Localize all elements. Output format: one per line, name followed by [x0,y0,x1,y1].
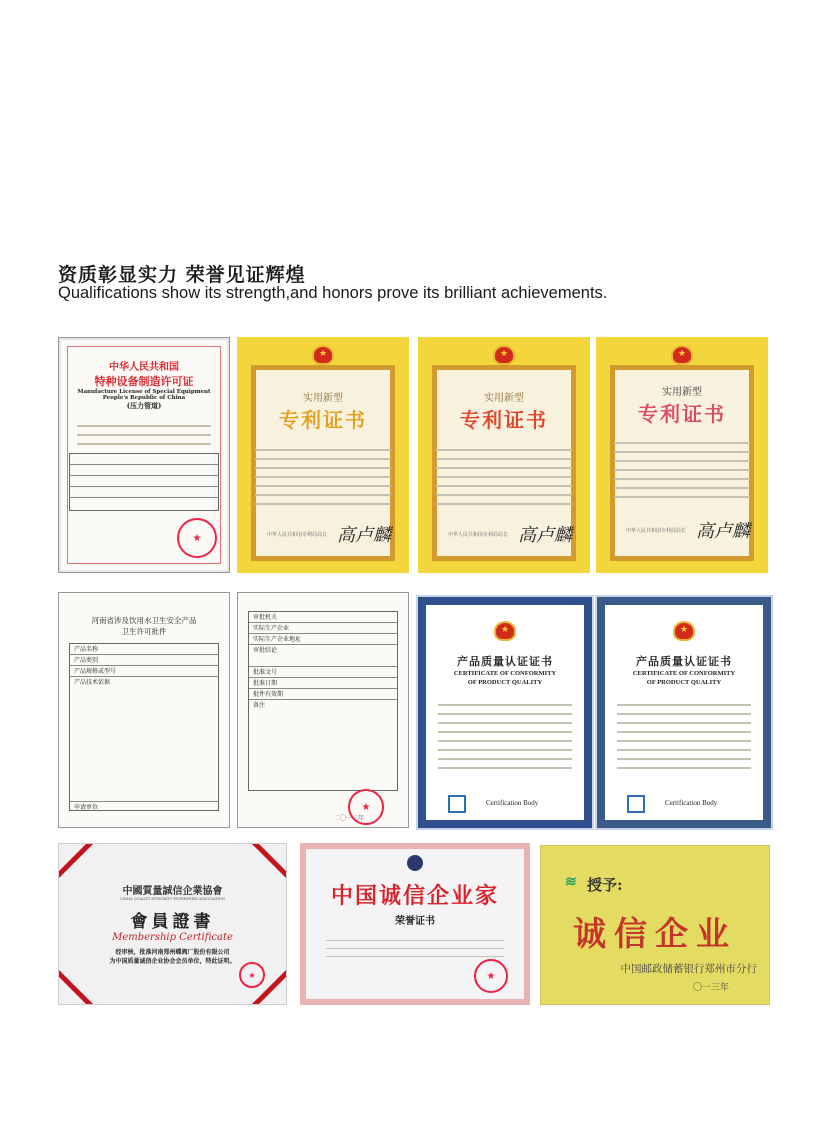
table-row: 批准文号 [249,667,397,678]
membership-certificate [58,843,287,1005]
table-row: 产品名称 [70,644,218,655]
national-emblem-icon [671,345,693,365]
cert-en2: OF PRODUCT QUALITY [646,679,722,686]
cert-en: Membership Certificate [112,932,233,943]
cert-en: CERTIFICATE OF CONFORMITY [453,670,557,677]
postal-bank-logo-icon: ≋ [565,874,577,890]
section-title-cn: 资质彰显实力 荣誉见证辉煌 [58,264,306,286]
table-row: 实际生产企业地址 [249,634,397,645]
manufacture-license-certificate [58,337,230,573]
patent-certificate [596,337,768,573]
cert-en: CERTIFICATE OF CONFORMITY [632,670,736,677]
cert-title: 會員證書 [130,912,215,932]
patent-certificate [237,337,409,573]
product-quality-certificate [418,597,592,828]
national-emblem-icon [312,345,334,365]
table-row: 批件有效期 [249,689,397,700]
official-seal: ★ [348,789,384,825]
cert-top: 实用新型 [303,393,343,404]
cert-date: 二〇一三年 [334,815,365,822]
cert-top: 实用新型 [662,387,702,398]
cert-subtitle: 特种设备制造许可证 [94,375,194,388]
cert-en2: OF PRODUCT QUALITY [467,679,543,686]
national-emblem-icon [493,345,515,365]
cert-title: 诚信企业 [573,914,737,953]
hygiene-permit-page-1 [58,592,230,828]
cert-title: 中华人民共和国 [109,362,179,373]
certification-body: Certification Body [486,799,539,807]
official-seal: ★ [474,959,508,993]
honest-enterprise-plaque [540,845,770,1005]
cert-title: 产品质量认证证书 [636,655,732,668]
section-title-en: Qualifications show its strength,and honors prove its brilliant achievements. [58,284,608,302]
cert-issuer: 中华人民共和国专利局局长 [267,532,328,538]
cert-issuer: 中华人民共和国专利局局长 [448,532,509,538]
table-row: 审批结论 [249,645,397,667]
cert-subtitle: 荣誉证书 [395,916,435,927]
national-emblem-icon [494,621,516,641]
signature: 高卢麟 [518,525,572,546]
cert-grant: 授予: [587,876,623,894]
cert-year: 〇一三年 [692,983,729,993]
cert-title: 产品质量认证证书 [457,655,553,668]
table-row: 产品规格或型号 [70,666,218,677]
certification-logo-icon [448,795,466,813]
cert-title: 专利证书 [279,408,367,432]
official-seal: ★ [177,518,217,558]
official-seal: ★ [239,962,265,988]
national-emblem-icon [673,621,695,641]
cert-subtitle: 卫生许可批件 [121,627,167,636]
certification-logo-icon [627,795,645,813]
honest-entrepreneur-certificate [300,843,530,1005]
signature: 高卢麟 [337,525,391,546]
cert-top: 实用新型 [484,393,524,404]
cert-text: 经审核，批准河南郑州蝶阀厂股份有限公司 [115,949,230,956]
certification-body: Certification Body [665,799,718,807]
cert-issuer: 中国邮政储蓄银行郑州市分行 [620,963,757,975]
cert-text: 为中国质量诚信企业协会会员单位，特此证明。 [109,958,236,965]
table-row: 实际生产企业 [249,623,397,634]
table-row: 审批机关 [249,612,397,623]
association-logo-icon [407,855,423,871]
cert-title: 专利证书 [460,408,548,432]
cert-title: 专利证书 [638,402,726,426]
table-row: 产品类别 [70,655,218,666]
signature: 高卢麟 [696,521,750,542]
table-row: 产品技术依据 [70,677,218,802]
cert-issuer: 中华人民共和国专利局局长 [626,528,687,534]
table-row: 申请单位 [74,804,99,811]
cert-type: (压力管道) [126,401,162,410]
hygiene-permit-page-2 [237,592,409,828]
cert-title: 中国诚信企业家 [330,883,499,909]
cert-org: 中國質量誠信企業協會 [122,886,223,897]
cert-title: 河南省涉及饮用水卫生安全产品 [91,616,197,625]
product-quality-certificate [597,597,771,828]
cert-en2: People's Republic of China [102,395,186,401]
table-row: 备注 [253,702,266,709]
cert-en: Manufacture License of Special Equipment [77,389,211,395]
cert-org-en: CHINA QUALITY INTEGRITY ENTERPRISE ASSOCIATION [119,897,226,901]
patent-certificate [418,337,590,573]
table-row: 批准日期 [249,678,397,689]
